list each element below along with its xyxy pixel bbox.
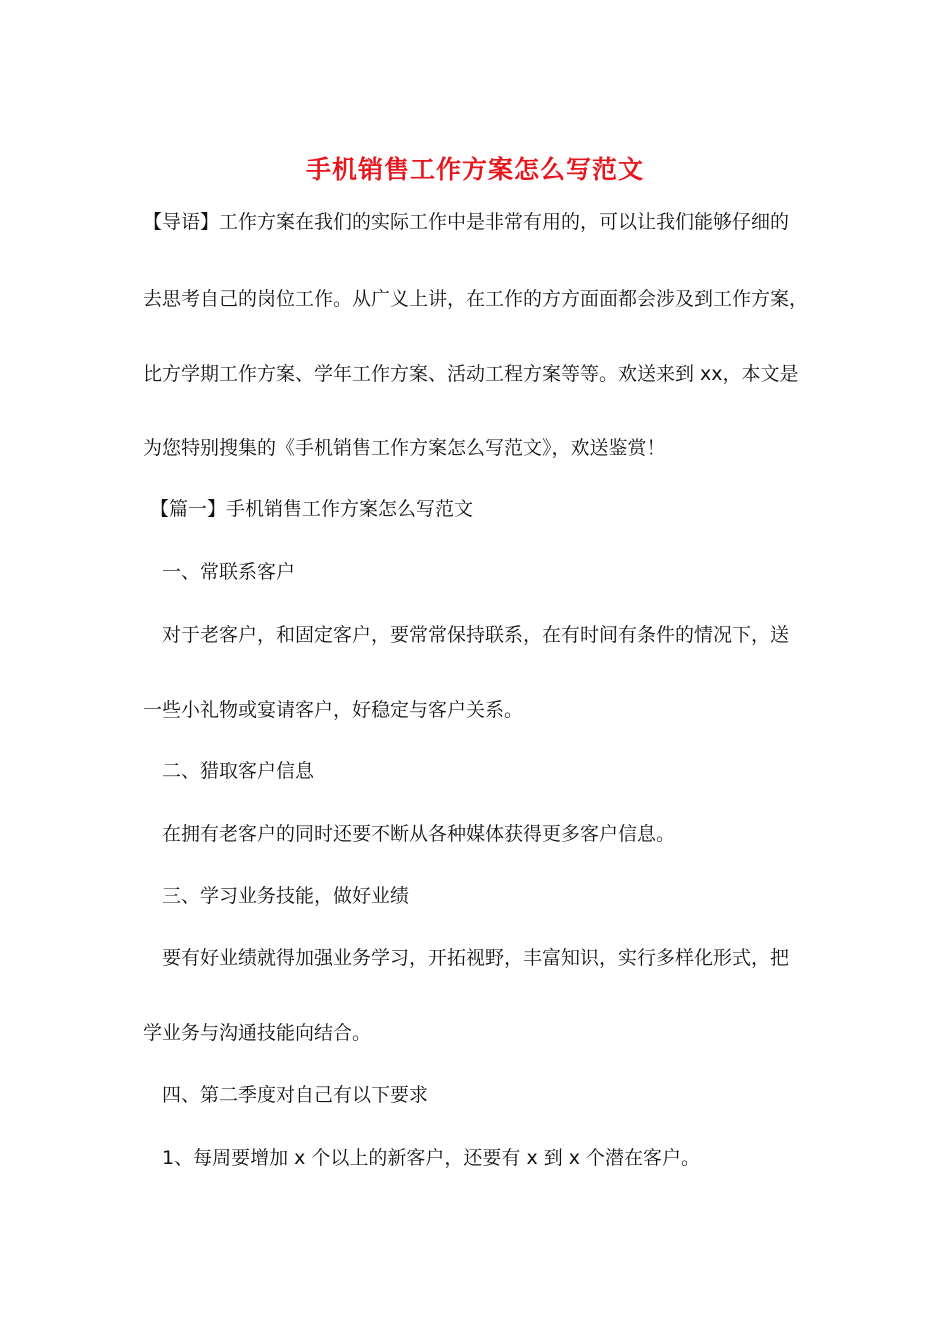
- paragraph-line: 【导语】工作方案在我们的实际工作中是非常有用的，可以让我们能够仔细的: [143, 211, 790, 233]
- paragraph-line: 对于老客户，和固定客户，要常常保持联系，在有时间有条件的情况下，送: [162, 624, 790, 646]
- paragraph-line: 去思考自己的岗位工作。从广义上讲，在工作的方方面面都会涉及到工作方案，: [143, 288, 809, 310]
- list-item: 1、每周要增加 x 个以上的新客户，还要有 x 到 x 个潜在客户。: [162, 1147, 701, 1169]
- document-title: 手机销售工作方案怎么写范文: [305, 155, 644, 184]
- subsection-heading: 三、学习业务技能，做好业绩: [162, 885, 410, 907]
- subsection-heading: 二、猎取客户信息: [162, 760, 315, 782]
- paragraph-line: 为您特别搜集的《手机销售工作方案怎么写范文》，欢送鉴赏！: [143, 437, 666, 459]
- paragraph-line: 学业务与沟通技能向结合。: [143, 1022, 372, 1044]
- paragraph-line: 比方学期工作方案、学年工作方案、活动工程方案等等。欢送来到 xx，本文是: [143, 363, 799, 385]
- subsection-heading: 一、常联系客户: [162, 561, 296, 583]
- section-heading: 【篇一】手机销售工作方案怎么写范文: [150, 498, 474, 520]
- paragraph-line: 在拥有老客户的同时还要不断从各种媒体获得更多客户信息。: [162, 823, 676, 845]
- paragraph-line: 要有好业绩就得加强业务学习，开拓视野，丰富知识，实行多样化形式，把: [162, 947, 790, 969]
- paragraph-line: 一些小礼物或宴请客户，好稳定与客户关系。: [143, 699, 524, 721]
- subsection-heading: 四、第二季度对自己有以下要求: [162, 1084, 429, 1106]
